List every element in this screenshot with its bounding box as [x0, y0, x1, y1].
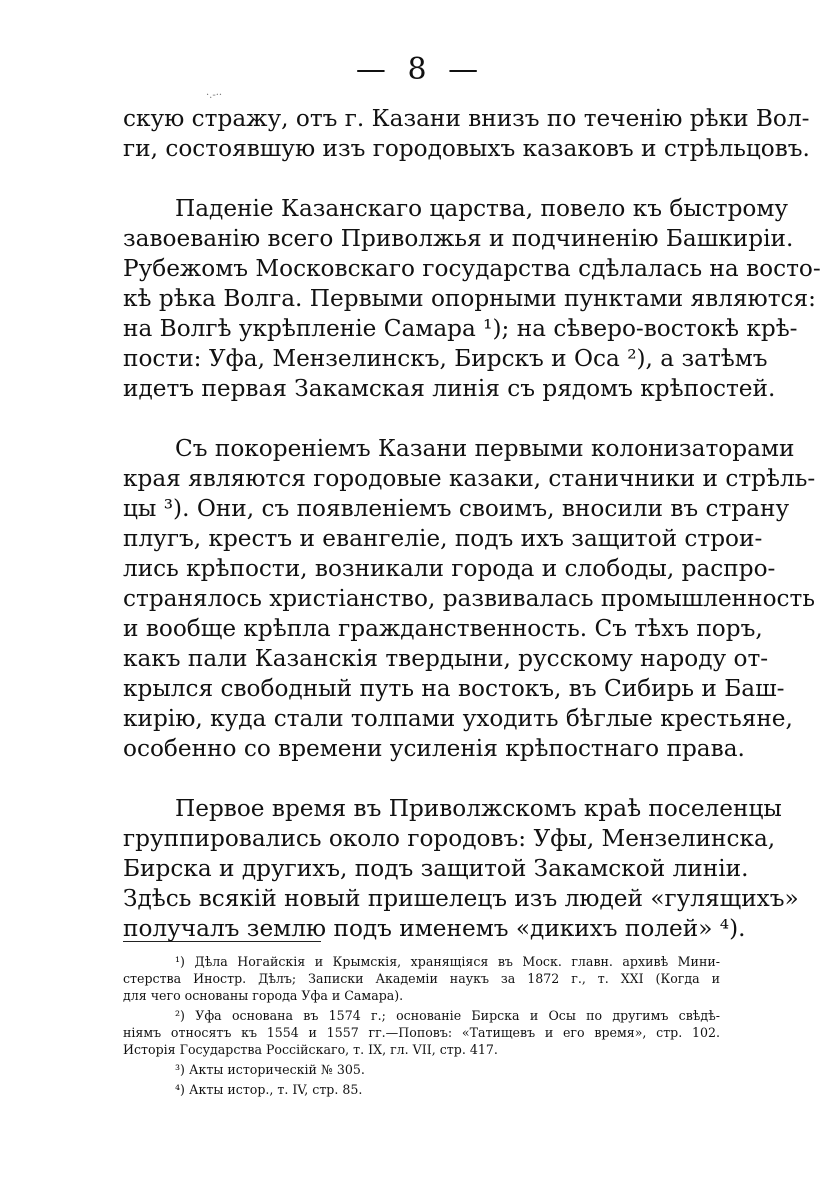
paragraph	[123, 194, 821, 404]
text-line: Здѣсь всякій новый пришелецъ изъ людей «гулящихъ»	[123, 885, 799, 912]
footnote	[123, 1007, 720, 1058]
text-line: пости: Уфа, Мензелинскъ, Бирскъ и Оса ²), а затѣмъ	[123, 345, 768, 372]
text-line: края являются городовые казаки, станичники и стрѣль-	[123, 465, 816, 492]
text-line: особенно со времени усиленія крѣпостнаго права.	[123, 735, 745, 762]
footnote-line: ніямъ относятъ къ 1554 и 1557 гг.—Поповъ: «Татищевъ и его время», стр. 102.	[123, 1025, 720, 1040]
text-line: группировались около городовъ: Уфы, Мензелинска,	[123, 825, 776, 852]
text-line: кѣ рѣка Волга. Первыми опорными пунктами являются:	[123, 285, 816, 312]
text-line: идетъ первая Закамская линія съ рядомъ крѣпостей.	[123, 375, 776, 402]
text-line: ги, состоявшую изъ городовыхъ казаковъ и стрѣльцовъ.	[123, 135, 810, 162]
text-line: Рубежомъ Московскаго государства сдѣлалась на восто-	[123, 255, 821, 282]
footnotes	[123, 953, 720, 1101]
stray-ink-mark: ·.-··	[206, 90, 223, 101]
text-line: завоеванію всего Приволжья и подчиненію Башкиріи.	[123, 225, 794, 252]
footnote	[123, 1061, 720, 1078]
paragraph	[123, 434, 816, 764]
text-line: странялось христіанство, развивалась промышленность	[123, 585, 815, 612]
text-line: получалъ землю подъ именемъ «дикихъ полей» ⁴).	[123, 915, 746, 942]
text-line: Съ покореніемъ Казани первыми колонизаторами	[175, 435, 795, 462]
text-line: Бирска и другихъ, подъ защитой Закамской линіи.	[123, 855, 749, 882]
footnote-line: для чего основаны города Уфа и Самара).	[123, 988, 404, 1003]
text-line: какъ пали Казанскія твердыни, русскому народу от-	[123, 645, 769, 672]
footnote-line: стерства Иностр. Дѣлъ; Записки Академіи наукъ за 1872 г., т. XXI (Когда и	[123, 971, 720, 986]
footnote-divider	[123, 941, 321, 942]
paragraph	[123, 794, 799, 944]
footnote	[123, 1081, 720, 1098]
paragraph	[123, 104, 810, 164]
footnote-line: Исторія Государства Россійскаго, т. IX, гл. VII, стр. 417.	[123, 1042, 498, 1057]
text-line: кирію, куда стали толпами уходить бѣглые крестьяне,	[123, 705, 793, 732]
text-line: Паденіе Казанскаго царства, повело къ быстрому	[175, 195, 789, 222]
text-line: и вообще крѣпла гражданственность. Съ тѣхъ поръ,	[123, 615, 763, 642]
text-line: на Волгѣ укрѣпленіе Самара ¹); на сѣверо-востокѣ крѣ-	[123, 315, 798, 342]
footnote-line: ³) Акты историческій № 305.	[175, 1062, 365, 1077]
footnote-line: ⁴) Акты истор., т. IV, стр. 85.	[175, 1082, 363, 1097]
page-number: — 8 —	[355, 52, 485, 87]
text-line: Первое время въ Приволжскомъ краѣ поселенцы	[175, 795, 782, 822]
footnote	[123, 953, 720, 1004]
text-line: скую стражу, отъ г. Казани внизъ по теченію рѣки Вол-	[123, 105, 810, 132]
text-line: лись крѣпости, возникали города и слободы, распро-	[123, 555, 776, 582]
text-line: цы ³). Они, съ появленіемъ своимъ, вносили въ страну	[123, 495, 790, 522]
body-text	[123, 104, 821, 974]
footnote-line: ²) Уфа основана въ 1574 г.; основаніе Бирска и Осы по другимъ свѣдѣ-	[175, 1008, 720, 1023]
text-line: плугъ, крестъ и евангеліе, подъ ихъ защитой строи-	[123, 525, 763, 552]
text-line: крылся свободный путь на востокъ, въ Сибирь и Баш-	[123, 675, 785, 702]
footnote-line: ¹) Дѣла Ногайскія и Крымскія, хранящіяся въ Моск. главн. архивѣ Мини-	[175, 954, 720, 969]
